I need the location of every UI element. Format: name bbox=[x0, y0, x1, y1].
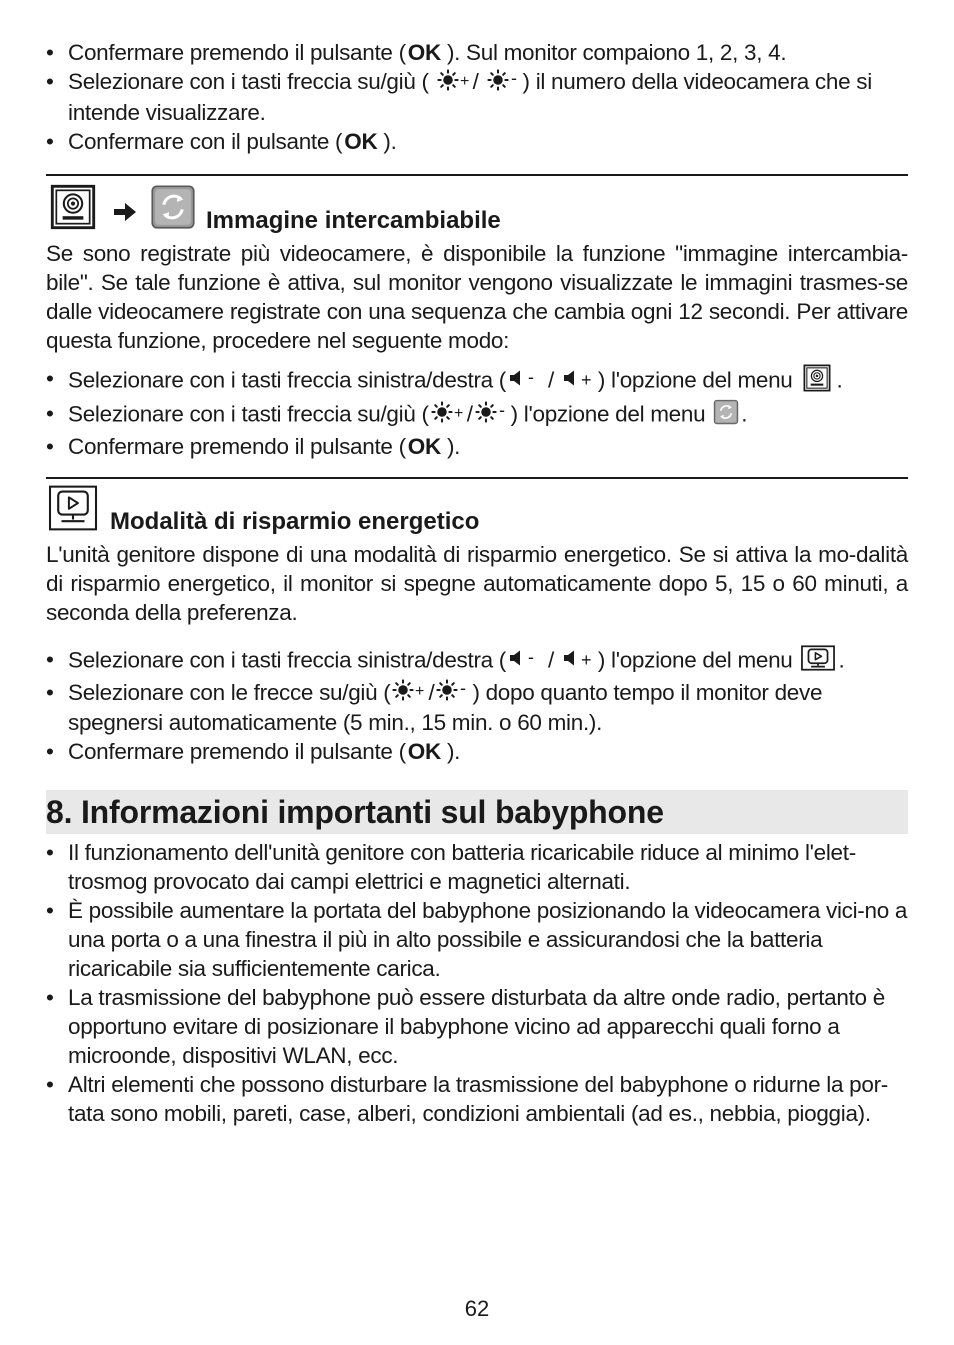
volume-minus-icon bbox=[508, 367, 540, 396]
brightness-plus-icon bbox=[431, 401, 465, 430]
svg-text:+: + bbox=[459, 72, 469, 90]
intro-bullet-list bbox=[46, 38, 908, 156]
bullet-text: . bbox=[838, 647, 845, 672]
bullet-text: ) il numero della videocamera che si intende visualizzare. bbox=[68, 69, 872, 125]
bullet-text: Confermare premendo il pulsante ( bbox=[68, 739, 406, 765]
bullet-text: ). bbox=[383, 128, 397, 154]
bullet-text: Selezionare con i tasti freccia sinistra/destra ( bbox=[68, 647, 506, 672]
intro-bullet-confirm bbox=[46, 38, 908, 67]
volume-plus-icon bbox=[562, 647, 596, 676]
bullet-text: Selezionare con i tasti freccia sinistra/destra ( bbox=[68, 367, 506, 392]
brightness-minus-icon bbox=[475, 401, 509, 430]
section-title: Immagine intercambiabile bbox=[206, 206, 501, 234]
section-divider bbox=[46, 477, 908, 479]
ok-button-label: OK bbox=[407, 40, 441, 65]
bullet-text: ) dopo quanto tempo il monitor deve spegnersi automaticamente (5 min., 15 min. o 60 min.). bbox=[68, 679, 823, 736]
bullet-text: . bbox=[836, 367, 843, 392]
separator-slash: / bbox=[547, 367, 554, 392]
section-divider bbox=[46, 174, 908, 176]
eco-bullet-up-down bbox=[46, 678, 908, 738]
svg-text:-: - bbox=[460, 679, 467, 699]
list-item: • Il funzionamento dell'unità genitore con batteria ricaricabile riduce al minimo l'elet-trosmog provocato dai campi elettrici e magnetici alternati. bbox=[46, 838, 908, 896]
camera-menu-icon bbox=[800, 364, 834, 399]
intro-bullet-select-camera bbox=[46, 67, 908, 127]
eco-mode-heading bbox=[46, 485, 908, 536]
bullet-text: Selezionare con le frecce su/giù ( bbox=[68, 679, 391, 705]
bullet-text: Confermare con il pulsante ( bbox=[68, 128, 343, 154]
section-body: Se sono registrate più videocamere, è disponibile la funzione "immagine intercambia-bile". Se tale funzione è attiva, sul monitor vengono visualizzate le immagini trasmes-se dalle videocamere registrate con una sequenza che cambia ogni 12 secondi. Per attivare questa funzione, procedere nel seguente modo: bbox=[46, 240, 908, 353]
brightness-minus-icon bbox=[487, 69, 521, 98]
svg-text:+: + bbox=[580, 369, 592, 389]
switch-image-icon bbox=[150, 184, 196, 235]
bullet-text: ). Sul monitor compaiono 1, 2, 3, 4. bbox=[446, 40, 787, 65]
bullet-text: ) l'opzione del menu bbox=[597, 647, 793, 672]
switch-image-bullet-list bbox=[46, 364, 908, 461]
svg-text:-: - bbox=[510, 68, 517, 88]
eco-bullet-list bbox=[46, 645, 908, 767]
separator-slash: / bbox=[466, 401, 473, 426]
ok-button-label: OK bbox=[344, 128, 378, 154]
arrow-right-icon bbox=[112, 200, 138, 229]
chapter8-bullet-list bbox=[46, 838, 908, 1128]
volume-minus-icon bbox=[508, 647, 540, 676]
bullet-text: . bbox=[741, 401, 748, 426]
volume-plus-icon bbox=[562, 367, 596, 396]
switch-bullet-confirm bbox=[46, 432, 908, 461]
section-title: Modalità di risparmio energetico bbox=[110, 507, 480, 535]
bullet-text: ). bbox=[446, 739, 461, 765]
svg-text:+: + bbox=[580, 649, 592, 669]
bullet-text: Selezionare con i tasti freccia su/giù ( bbox=[68, 401, 429, 426]
bullet-text: Confermare premendo il pulsante ( bbox=[68, 433, 406, 459]
brightness-minus-icon bbox=[436, 679, 470, 708]
switch-image-heading bbox=[46, 184, 908, 235]
svg-text:-: - bbox=[498, 400, 505, 420]
separator-slash: / bbox=[428, 679, 435, 705]
section-body: L'unità genitore dispone di una modalità di risparmio energetico. Se si attiva la mo-dalità di risparmio energetico, il monitor si spegne automaticamente dopo 5, 15 o 60 minuti, a seconda della preferenza. bbox=[46, 541, 908, 625]
camera-menu-icon bbox=[46, 184, 100, 235]
svg-text:-: - bbox=[528, 646, 534, 667]
switch-bullet-left-right bbox=[46, 364, 908, 399]
bullet-text: ) l'opzione del menu bbox=[510, 401, 706, 426]
list-item: • È possibile aumentare la portata del babyphone posizionando la videocamera vici-no a una porta o a una finestra il più in alto possibile e assicurandosi che la batteria ricaricabile sia sufficientemente carica. bbox=[46, 896, 908, 983]
svg-text:+: + bbox=[453, 404, 463, 422]
separator-slash: / bbox=[472, 69, 479, 94]
bullet-text: ) l'opzione del menu bbox=[597, 367, 793, 392]
brightness-plus-icon bbox=[392, 679, 426, 708]
chapter-heading: 8. Informazioni importanti sul babyphone bbox=[46, 790, 908, 834]
bullet-text: Selezionare con i tasti freccia su/giù ( bbox=[68, 69, 429, 94]
separator-slash: / bbox=[547, 647, 554, 672]
svg-text:-: - bbox=[528, 366, 534, 387]
brightness-plus-icon bbox=[437, 69, 471, 98]
ok-button-label: OK bbox=[407, 739, 441, 765]
bullet-text: Confermare premendo il pulsante ( bbox=[68, 40, 406, 65]
switch-bullet-up-down bbox=[46, 399, 908, 432]
list-item: • Altri elementi che possono disturbare la trasmissione del babyphone o ridurne la por-tata sono mobili, pareti, case, alberi, condizioni ambientali (ad es., nebbia, pioggia). bbox=[46, 1070, 908, 1128]
intro-bullet-confirm-ok bbox=[46, 127, 908, 156]
page-number: 62 bbox=[464, 1296, 490, 1321]
manual-page bbox=[46, 36, 908, 1128]
switch-image-icon bbox=[713, 399, 739, 432]
svg-text:+: + bbox=[415, 683, 425, 701]
eco-bullet-left-right bbox=[46, 645, 908, 678]
eco-monitor-icon bbox=[46, 485, 100, 536]
ok-button-label: OK bbox=[407, 433, 441, 459]
eco-monitor-icon bbox=[800, 645, 836, 678]
eco-bullet-confirm bbox=[46, 737, 908, 766]
bullet-text: ). bbox=[446, 433, 461, 459]
list-item: • La trasmissione del babyphone può essere disturbata da altre onde radio, pertanto è opportuno evitare di posizionare il babyphone vicino ad apparecchi quali forno a microonde, dispositivi WLAN, ecc. bbox=[46, 983, 908, 1070]
